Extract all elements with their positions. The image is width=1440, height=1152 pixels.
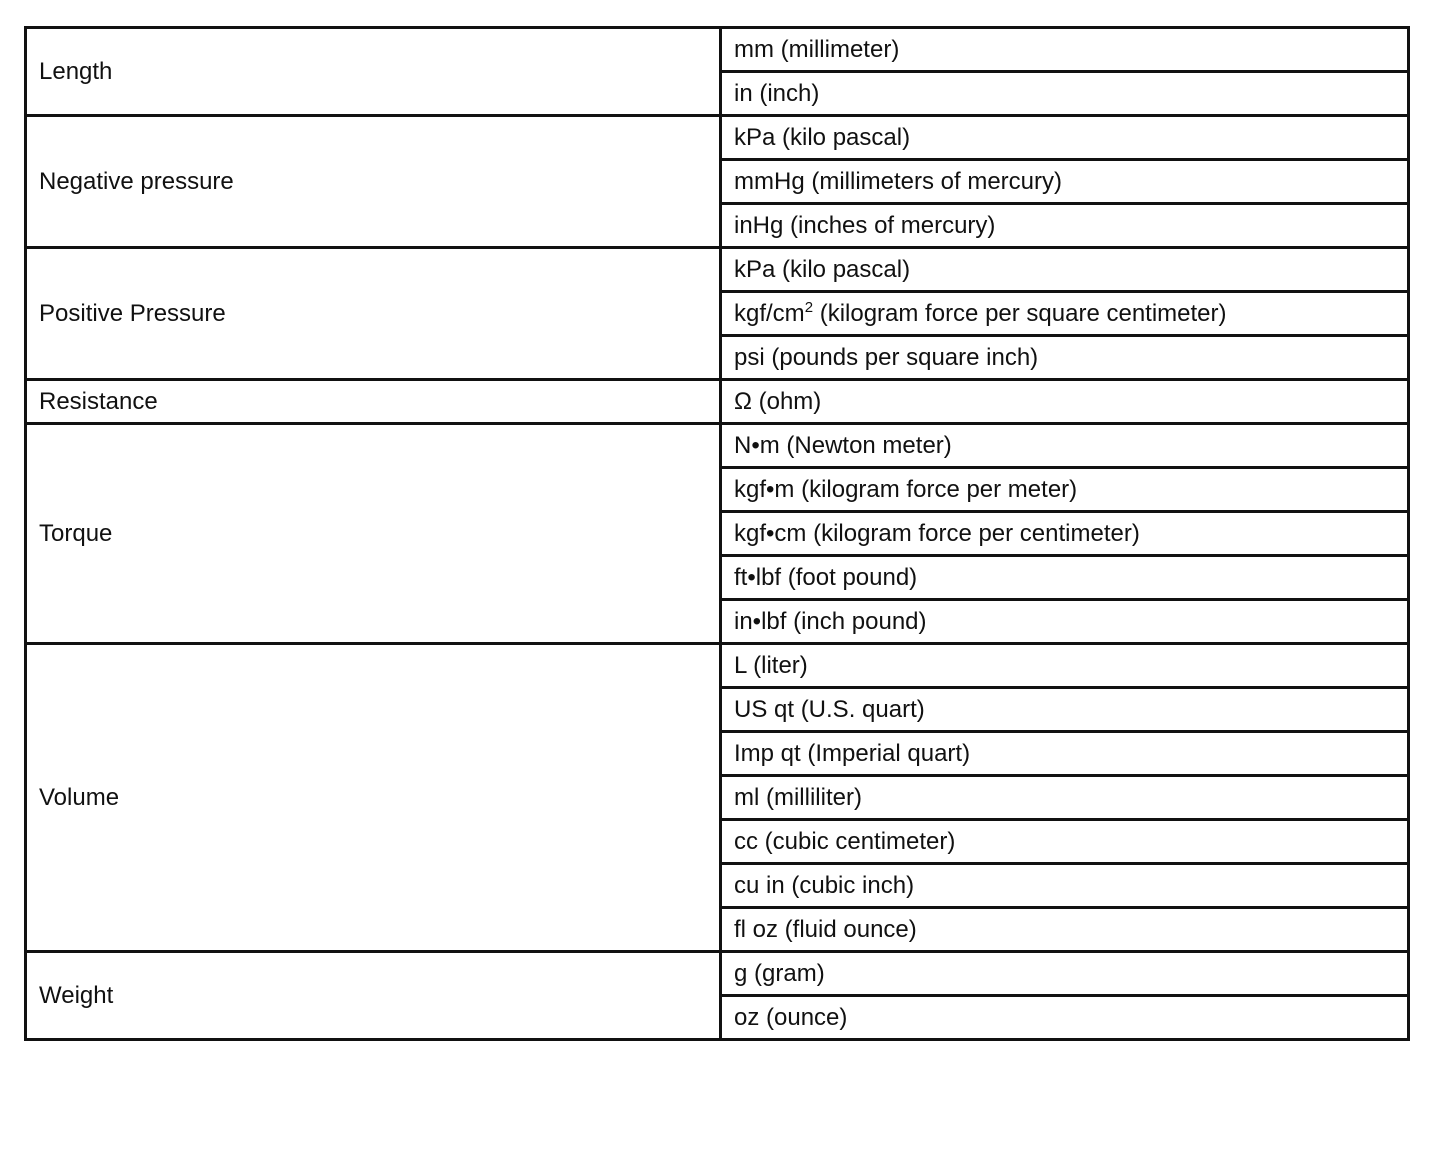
unit-cell: L (liter) <box>721 644 1409 688</box>
quantity-cell-volume: Volume <box>26 644 721 952</box>
unit-cell: fl oz (fluid ounce) <box>721 908 1409 952</box>
table-row <box>26 28 1409 72</box>
unit-cell: cu in (cubic inch) <box>721 864 1409 908</box>
table-row <box>26 380 1409 424</box>
table-row <box>26 424 1409 468</box>
table-row <box>26 248 1409 292</box>
unit-cell: psi (pounds per square inch) <box>721 336 1409 380</box>
unit-cell: N•m (Newton meter) <box>721 424 1409 468</box>
unit-superscript: 2 <box>804 298 814 316</box>
unit-cell: in (inch) <box>721 72 1409 116</box>
unit-cell: ml (milliliter) <box>721 776 1409 820</box>
unit-cell: kPa (kilo pascal) <box>721 248 1409 292</box>
unit-cell: kPa (kilo pascal) <box>721 116 1409 160</box>
units-table <box>24 26 1410 1041</box>
unit-suffix: (kilogram force per square centimeter) <box>813 299 1227 327</box>
unit-cell: g (gram) <box>721 952 1409 996</box>
quantity-cell-positive-pressure: Positive Pressure <box>26 248 721 380</box>
unit-cell: kgf•m (kilogram force per meter) <box>721 468 1409 512</box>
unit-cell <box>721 292 1409 336</box>
unit-cell: cc (cubic centimeter) <box>721 820 1409 864</box>
unit-cell: in•lbf (inch pound) <box>721 600 1409 644</box>
unit-cell: Imp qt (Imperial quart) <box>721 732 1409 776</box>
unit-cell: mmHg (millimeters of mercury) <box>721 160 1409 204</box>
table-row <box>26 644 1409 688</box>
unit-cell: ft•lbf (foot pound) <box>721 556 1409 600</box>
unit-cell: US qt (U.S. quart) <box>721 688 1409 732</box>
quantity-cell-negative-pressure: Negative pressure <box>26 116 721 248</box>
unit-cell: kgf•cm (kilogram force per centimeter) <box>721 512 1409 556</box>
quantity-cell-weight: Weight <box>26 952 721 1040</box>
table-row <box>26 116 1409 160</box>
table-row <box>26 952 1409 996</box>
unit-cell: inHg (inches of mercury) <box>721 204 1409 248</box>
unit-text: kgf/cm <box>734 299 805 327</box>
unit-cell: mm (millimeter) <box>721 28 1409 72</box>
quantity-cell-torque: Torque <box>26 424 721 644</box>
quantity-cell-resistance: Resistance <box>26 380 721 424</box>
unit-cell: Ω (ohm) <box>721 380 1409 424</box>
quantity-cell-length: Length <box>26 28 721 116</box>
unit-cell: oz (ounce) <box>721 996 1409 1040</box>
